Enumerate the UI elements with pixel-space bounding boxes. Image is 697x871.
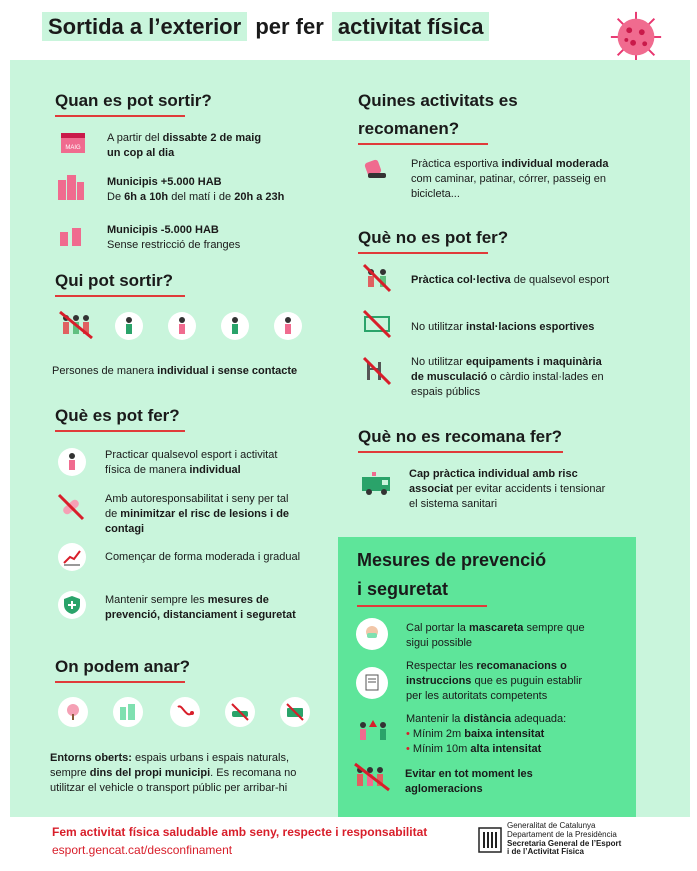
facility-crossed-icon [362,309,392,339]
footer-slogan: Fem activitat física saludable amb seny, respecte i responsabilitat [52,825,428,839]
when-item-2: Municipis +5.000 HAB De 6h a 10h del matí i de 20h a 23h [107,176,285,203]
where-text: Entorns oberts: espais urbans i espais naturals, sempre dins del propi municipi. Es recomana no utilitzar el vehicle o transport públic per arribar-hi [50,752,297,794]
recommended-heading: Quines activitats es recomanen? [358,90,518,145]
prevention-item-1: Cal portar la mascareta sempre que sigui possible [406,622,585,649]
footer-url[interactable]: esport.gencat.cat/desconfinament [52,843,233,857]
generalitat-logo-icon [478,824,502,856]
growth-chart-icon [58,543,86,571]
when-item-1: A partir del dissabte 2 de maig un cop al dia [107,132,262,159]
group-crossed-icon [56,310,96,340]
what-heading: Què es pot fer? [55,405,185,432]
calendar-icon [58,128,88,158]
group-crossed-icon [362,263,392,293]
city-icon [113,697,143,727]
prevention-item-2: Respectar les recomanacions o instruccions que es puguin establir per les autoritats competents [406,660,583,702]
shield-icon [58,591,86,619]
mask-icon [356,618,388,650]
bandage-icon [56,492,86,522]
where-heading: On podem anar? [55,656,190,683]
prevention-item-3: Mantenir la distància adequada: • Mínim 2m baixa intensitat • Mínim 10m alta intensitat [406,713,567,755]
document-hand-icon [356,667,388,699]
runner-icon [58,448,86,476]
gym-crossed-icon [362,356,392,386]
not-allowed-heading: Què no es pot fer? [358,227,508,254]
person-icon [274,312,302,340]
person-icon [115,312,143,340]
when-item-3: Municipis -5.000 HAB Sense restricció de franges [107,224,241,251]
not-recommended-text: Cap pràctica individual amb risc associat per evitar accidents i tensionar el sistema sanitari [409,468,606,510]
big-town-icon [56,172,86,202]
not-allowed-item-1: Pràctica col·lectiva de qualsevol esport [411,274,610,286]
page-title: Sortida a l’exterior per fer activitat física [42,14,489,40]
not-allowed-item-3: No utilitzar equipaments i maquinària de musculació o càrdio instal·lades en espais públics [411,356,604,398]
svg-text:MAIG: MAIG [65,145,81,151]
distance-icon [356,716,390,746]
what-item-1: Practicar qualsevol esport i activitat física de manera individual [105,449,278,476]
when-heading: Quan es pot sortir? [55,90,212,117]
what-item-4: Mantenir sempre les mesures de prevenció, distanciament i seguretat [105,594,296,621]
ambulance-icon [360,468,396,498]
prevention-heading: Mesures de prevenció i seguretat [357,549,546,607]
car-crossed-icon [225,697,255,727]
recommended-text: Pràctica esportiva individual moderada com caminar, patinar, córrer, passeig en bicicleta... [411,158,609,200]
crowd-crossed-icon [352,762,392,792]
park-icon [58,697,88,727]
footer-organization: Generalitat de Catalunya Departament de la Presidència Secretaria General de l’Esport i de l’Activitat Física [507,821,622,857]
not-recommended-heading: Què no es recomana fer? [358,426,563,453]
small-town-icon [56,220,86,250]
person-icon [168,312,196,340]
who-text: Persones de manera individual i sense contacte [52,365,298,377]
bus-crossed-icon [280,697,310,727]
virus-icon [607,8,665,66]
not-allowed-item-2: No utilitzar instal·lacions esportives [411,321,595,333]
map-icon [170,697,200,727]
person-icon [221,312,249,340]
what-item-3: Començar de forma moderada i gradual [105,551,301,563]
skate-icon [362,155,392,185]
what-item-2: Amb autoresponsabilitat i seny per tal de minimitzar el risc de lesions i de contagi [105,493,290,535]
prevention-item-4: Evitar en tot moment les aglomeracions [405,768,533,795]
who-heading: Qui pot sortir? [55,270,185,297]
